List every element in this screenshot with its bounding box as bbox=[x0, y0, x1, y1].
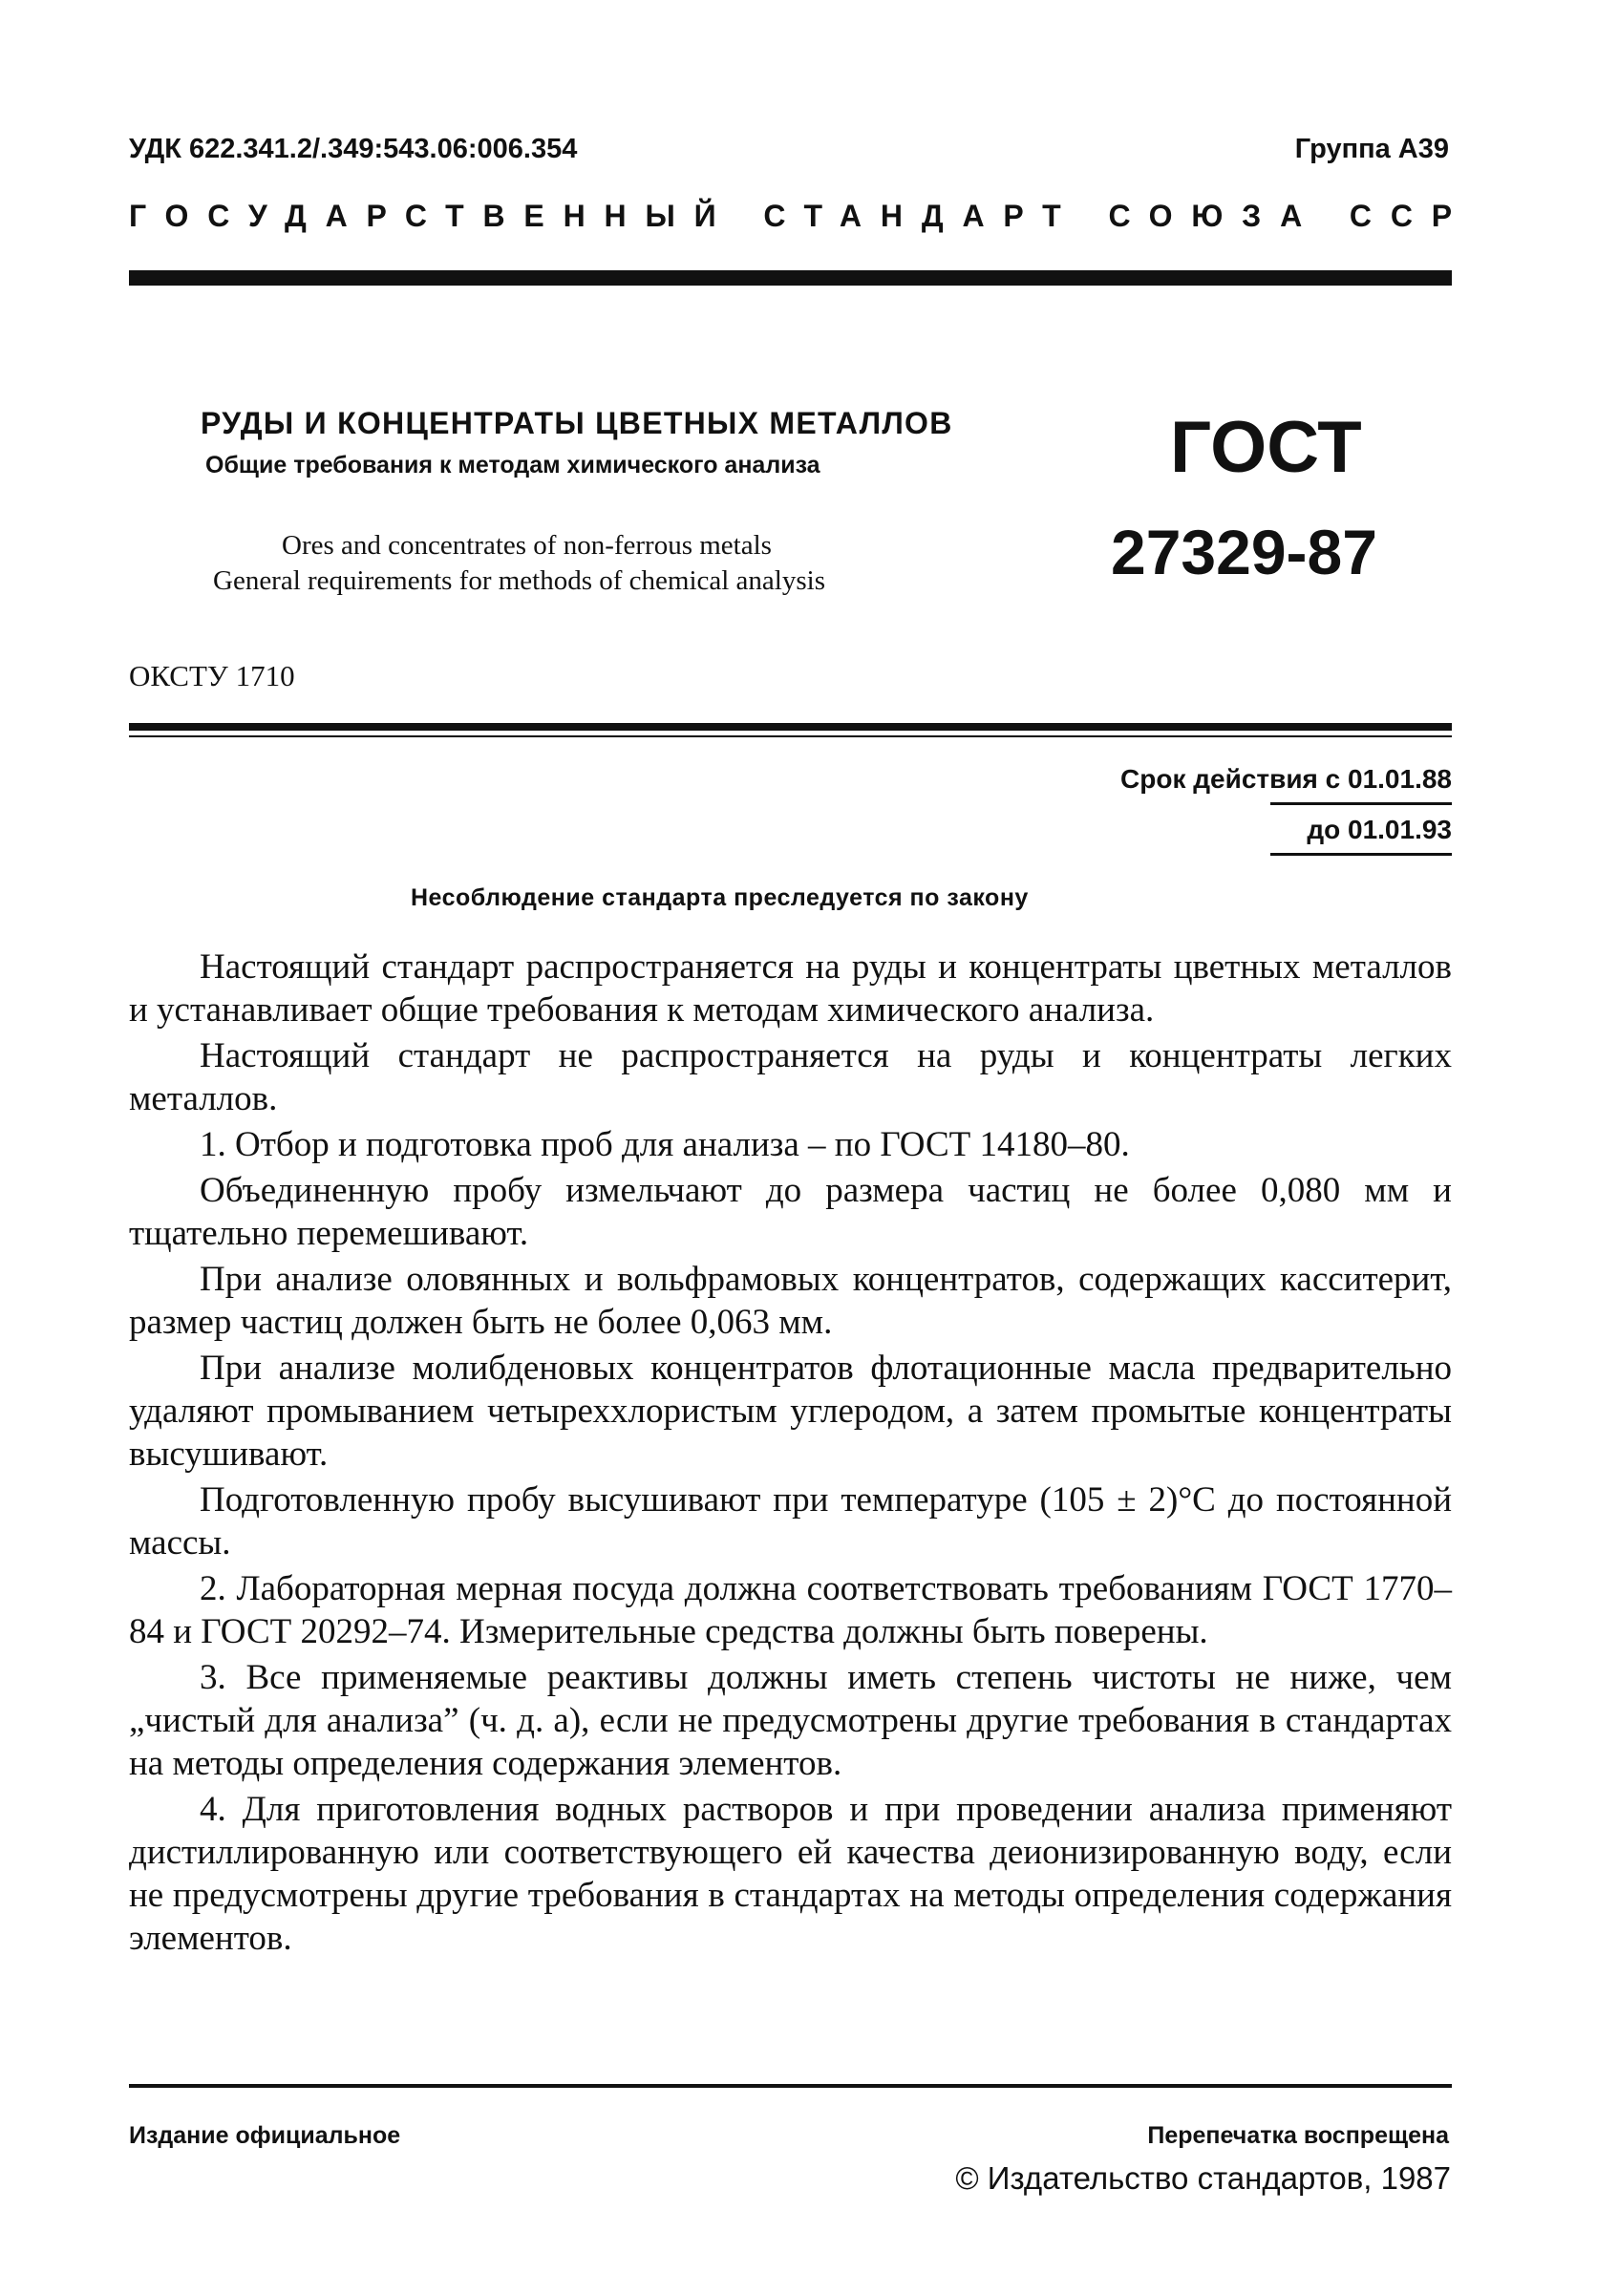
state-word-4: ССР bbox=[1349, 199, 1471, 233]
gost-number: 27329-87 bbox=[1111, 517, 1377, 587]
paragraph: 3. Все применяемые реактивы должны иметь степень чистоты не ниже, чем „чистый для анализа” (ч. д. а), если не предусмотрены другие требования в стандартах на методы определения содержания элементов. bbox=[129, 1658, 1452, 1783]
paragraph: 1. Отбор и подготовка проб для анализа – по ГОСТ 14180–80. bbox=[200, 1125, 1130, 1164]
state-word-1: ГОСУДАРСТВЕННЫЙ bbox=[129, 199, 735, 233]
paragraph: При анализе оловянных и вольфрамовых концентратов, содержащих касситерит, размер частиц должен быть не более 0,063 мм. bbox=[129, 1260, 1452, 1342]
copyright-notice: © Издательство стандартов, 1987 bbox=[955, 2160, 1451, 2196]
gost-label: ГОСТ bbox=[1170, 407, 1362, 488]
paragraph: Объединенную пробу измельчают до размера частиц не более 0,080 мм и тщательно перемешивают. bbox=[129, 1171, 1452, 1253]
subtitle-russian: Общие требования к методам химического анализа bbox=[205, 452, 820, 478]
title-english-line-2: General requirements for methods of chemical analysis bbox=[213, 565, 825, 596]
paragraph: При анализе молибденовых концентратов флотационные масла предварительно удаляют промыванием четыреххлористым углеродом, а затем промытые концентраты высушивают. bbox=[129, 1349, 1452, 1474]
paragraph: Настоящий стандарт не распространяется на руды и концентраты легких металлов. bbox=[129, 1036, 1452, 1118]
official-edition-note: Издание официальное bbox=[129, 2122, 401, 2149]
udk-code: УДК 622.341.2/.349:543.06:006.354 bbox=[129, 134, 578, 164]
group-code: Группа А39 bbox=[1294, 134, 1449, 164]
paragraph: 2. Лабораторная мерная посуда должна соответствовать требованиям ГОСТ 1770–84 и ГОСТ 20292–74. Измерительные средства должны быть поверены. bbox=[129, 1569, 1452, 1651]
reprint-prohibited-note: Перепечатка воспрещена bbox=[1147, 2122, 1449, 2149]
footer-rule bbox=[129, 2084, 1452, 2088]
state-standard-heading bbox=[129, 199, 1471, 234]
okstu-code: ОКСТУ 1710 bbox=[129, 659, 295, 692]
title-russian: РУДЫ И КОНЦЕНТРАТЫ ЦВЕТНЫХ МЕТАЛЛОВ bbox=[201, 406, 953, 440]
body-text bbox=[129, 946, 1452, 1960]
validity-underline-1 bbox=[1270, 802, 1452, 805]
legal-warning: Несоблюдение стандарта преследуется по закону bbox=[411, 884, 1029, 911]
validity-underline-2 bbox=[1270, 853, 1452, 856]
paragraph: Подготовленную пробу высушивают при температуре (105 ± 2)°С до постоянной массы. bbox=[129, 1480, 1452, 1563]
state-word-2: СТАНДАРТ bbox=[763, 199, 1080, 233]
section-thin-rule bbox=[129, 735, 1452, 737]
title-english-line-1: Ores and concentrates of non-ferrous metals bbox=[282, 530, 772, 561]
validity-to: до 01.01.93 bbox=[1307, 815, 1452, 844]
state-word-3: СОЮЗА bbox=[1108, 199, 1322, 233]
paragraph: Настоящий стандарт распространяется на руды и концентраты цветных металлов и устанавливает общие требования к методам химического анализа. bbox=[129, 947, 1452, 1030]
validity-from: Срок действия с 01.01.88 bbox=[1120, 764, 1452, 794]
header-thick-rule bbox=[129, 270, 1452, 286]
paragraph: 4. Для приготовления водных растворов и при проведении анализа применяют дистиллированную или соответствующего ей качества деионизированную воду, если не предусмотрены другие требования в стандартах на методы определения содержания элементов. bbox=[129, 1790, 1452, 1958]
section-thick-rule bbox=[129, 723, 1452, 731]
